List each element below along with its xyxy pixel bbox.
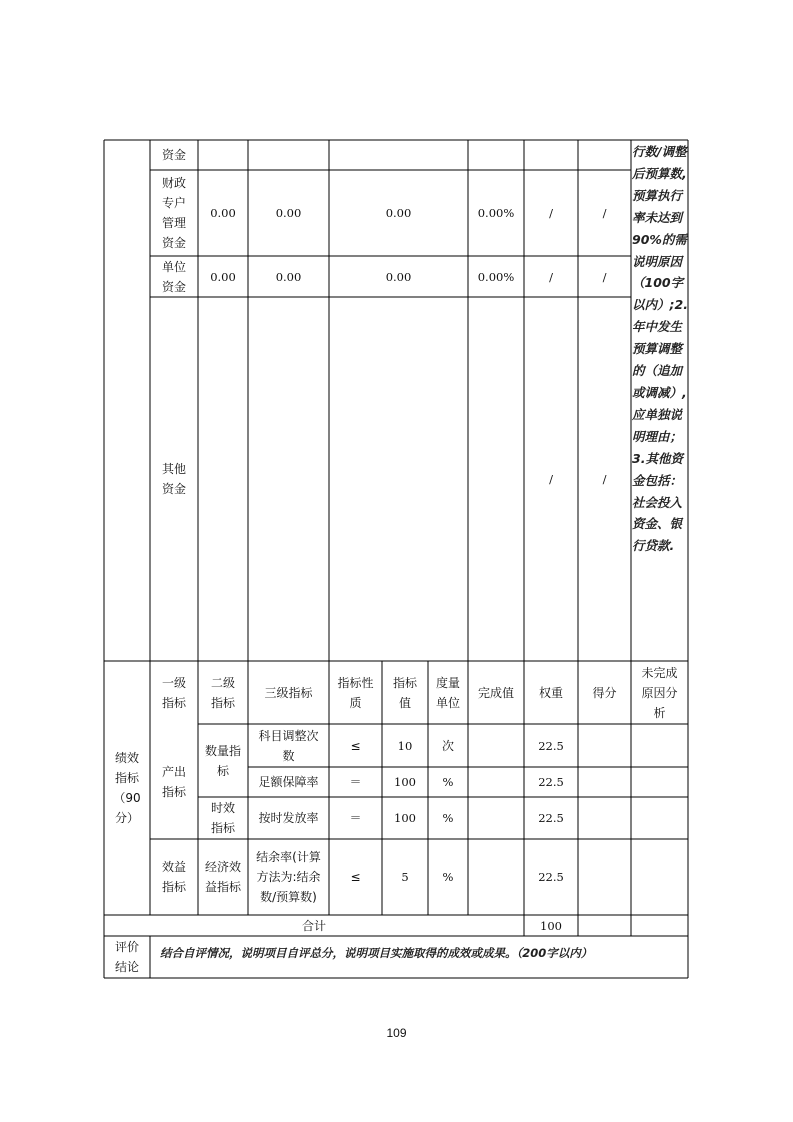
indicator-nature: ≤ (350, 738, 361, 753)
indicator-value: 100 (394, 775, 416, 789)
group-timeliness: 时效指标 (210, 801, 235, 835)
indicator-value: 5 (401, 870, 409, 884)
fund-rate: 0.00% (477, 269, 515, 284)
header-unit: 度量单位 (435, 675, 460, 710)
fund-score: / (602, 472, 607, 486)
group-economic: 经济效益指标 (204, 860, 241, 894)
header-level1: 一级指标 (161, 675, 186, 710)
section-label: 绩效指标（90分） (113, 751, 141, 825)
fund-adjusted: 0.00 (275, 206, 302, 220)
fund-rate: 0.00% (477, 206, 515, 220)
header-value: 指标值 (392, 675, 417, 710)
fund-budget: 0.00 (210, 206, 236, 220)
indicator-unit: % (442, 870, 454, 884)
fund-row-label: 资金 (161, 148, 186, 162)
fund-executed: 0.00 (385, 206, 412, 220)
fund-row-label: 单位资金 (161, 259, 186, 294)
indicator-name: 按时发放率 (258, 811, 319, 825)
indicator-nature: ≤ (350, 870, 361, 884)
indicator-nature: ＝ (349, 775, 362, 789)
total-label: 合计 (301, 918, 326, 933)
group-benefit: 效益指标 (161, 860, 186, 894)
fund-executed: 0.00 (385, 269, 412, 284)
indicator-value: 100 (394, 811, 416, 825)
indicator-value: 10 (397, 738, 413, 753)
conclusion-label: 评价结论 (114, 940, 139, 974)
indicator-weight: 22.5 (538, 811, 564, 825)
indicator-unit: 次 (441, 738, 454, 753)
header-score: 得分 (592, 685, 617, 700)
indicator-nature: ＝ (349, 811, 362, 825)
fund-weight: / (549, 269, 553, 284)
indicator-name: 科目调整次数 (258, 728, 319, 763)
indicator-weight: 22.5 (538, 775, 564, 789)
fund-budget: 0.00 (210, 269, 236, 284)
indicator-weight: 22.5 (538, 870, 564, 884)
group-output: 产出指标 (161, 764, 186, 799)
fund-score: / (602, 269, 607, 284)
fund-row-label: 其他资金 (161, 462, 186, 496)
header-actual: 完成值 (477, 685, 514, 700)
indicator-weight: 22.5 (538, 738, 564, 753)
fund-weight: / (549, 206, 553, 220)
page-number: 109 (386, 1026, 407, 1040)
group-quantity: 数量指标 (204, 743, 241, 778)
fund-explanation-note: 行数/调整后预算数,预算执行率未达到 90%的需说明原因（100字以内）;2.年中发生预算调整的（追加或调减）,应单独说明理由；3.其他资金包括：社会投入资金、银行贷款. (632, 144, 688, 554)
fund-adjusted: 0.00 (275, 269, 302, 284)
total-weight: 100 (540, 918, 562, 933)
fund-row-label: 财政专户管理资金 (161, 176, 186, 250)
header-weight: 权重 (538, 685, 563, 700)
indicator-name: 结余率(计算方法为:结余数/预算数) (256, 850, 321, 904)
header-reason: 未完成原因分析 (641, 665, 678, 720)
header-level3: 三级指标 (264, 685, 313, 700)
fund-score: / (602, 206, 607, 220)
header-level2: 二级指标 (210, 675, 235, 710)
indicator-unit: % (442, 811, 454, 825)
indicator-name: 足额保障率 (258, 775, 319, 789)
fund-weight: / (549, 472, 553, 486)
header-nature: 指标性质 (337, 675, 374, 710)
conclusion-text: 结合自评情况，说明项目自评总分，说明项目实施取得的成效或成果。（200字以内） (160, 946, 593, 960)
indicator-unit: % (442, 775, 454, 789)
